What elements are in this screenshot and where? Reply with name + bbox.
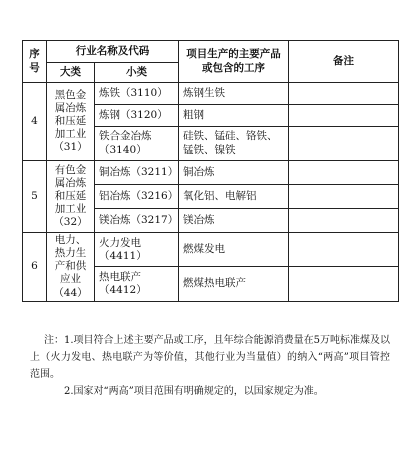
header-seq: 序号	[23, 41, 47, 83]
note-1: 注：1.项目符合上述主要产品或工序，且年综合能源消费量在5万吨标准煤及以上（火力发电、热电联产为等价值，其他行业为当量值）的纳入“两高”项目管控范围。	[30, 335, 390, 380]
header-products: 项目生产的主要产品或包含的工序	[179, 41, 289, 83]
remarks-cell	[289, 209, 399, 233]
minor-category-cell: 铝冶炼（3216）	[95, 185, 179, 209]
minor-category-cell: 火力发电（4411）	[95, 233, 179, 267]
product-cell: 镁冶炼	[179, 209, 289, 233]
major-category-cell: 黑色金属冶炼和压延加工业（31）	[47, 83, 95, 161]
minor-category-cell: 铁合金冶炼（3140）	[95, 127, 179, 161]
seq-cell: 5	[23, 161, 47, 233]
table-row	[23, 83, 399, 105]
header-major: 大类	[47, 63, 95, 83]
table-row	[23, 161, 399, 185]
product-cell: 铜冶炼	[179, 161, 289, 185]
major-category-cell: 电力、热力生产和供应业（44）	[47, 233, 95, 302]
minor-category-cell: 热电联产（4412）	[95, 267, 179, 301]
remarks-cell	[289, 83, 399, 105]
remarks-cell	[289, 185, 399, 209]
product-cell: 燃煤热电联产	[179, 267, 289, 301]
header-minor: 小类	[95, 63, 179, 83]
seq-cell: 6	[23, 233, 47, 302]
industry-table	[22, 40, 399, 302]
minor-category-cell: 炼铁（3110）	[95, 83, 179, 105]
minor-category-cell: 镁冶炼（3217）	[95, 209, 179, 233]
remarks-cell	[289, 105, 399, 127]
note-2: 2.国家对“两高”项目范围有明确规定的，以国家规定为准。	[64, 386, 324, 397]
product-cell: 硅铁、锰硅、铬铁、锰铁、镍铁	[179, 127, 289, 161]
product-cell: 燃煤发电	[179, 233, 289, 267]
remarks-cell	[289, 161, 399, 185]
remarks-cell	[289, 267, 399, 301]
minor-category-cell: 铜冶炼（3211）	[95, 161, 179, 185]
seq-cell: 4	[23, 83, 47, 161]
product-cell: 粗钢	[179, 105, 289, 127]
major-category-cell: 有色金属冶炼和压延加工业（32）	[47, 161, 95, 233]
remarks-cell	[289, 127, 399, 161]
table-row	[23, 233, 399, 267]
product-cell: 氧化铝、电解铝	[179, 185, 289, 209]
header-industry: 行业名称及代码	[47, 41, 179, 63]
minor-category-cell: 炼钢（3120）	[95, 105, 179, 127]
notes-section	[30, 332, 390, 400]
header-remarks: 备注	[289, 41, 399, 83]
product-cell: 炼钢生铁	[179, 83, 289, 105]
remarks-cell	[289, 233, 399, 267]
